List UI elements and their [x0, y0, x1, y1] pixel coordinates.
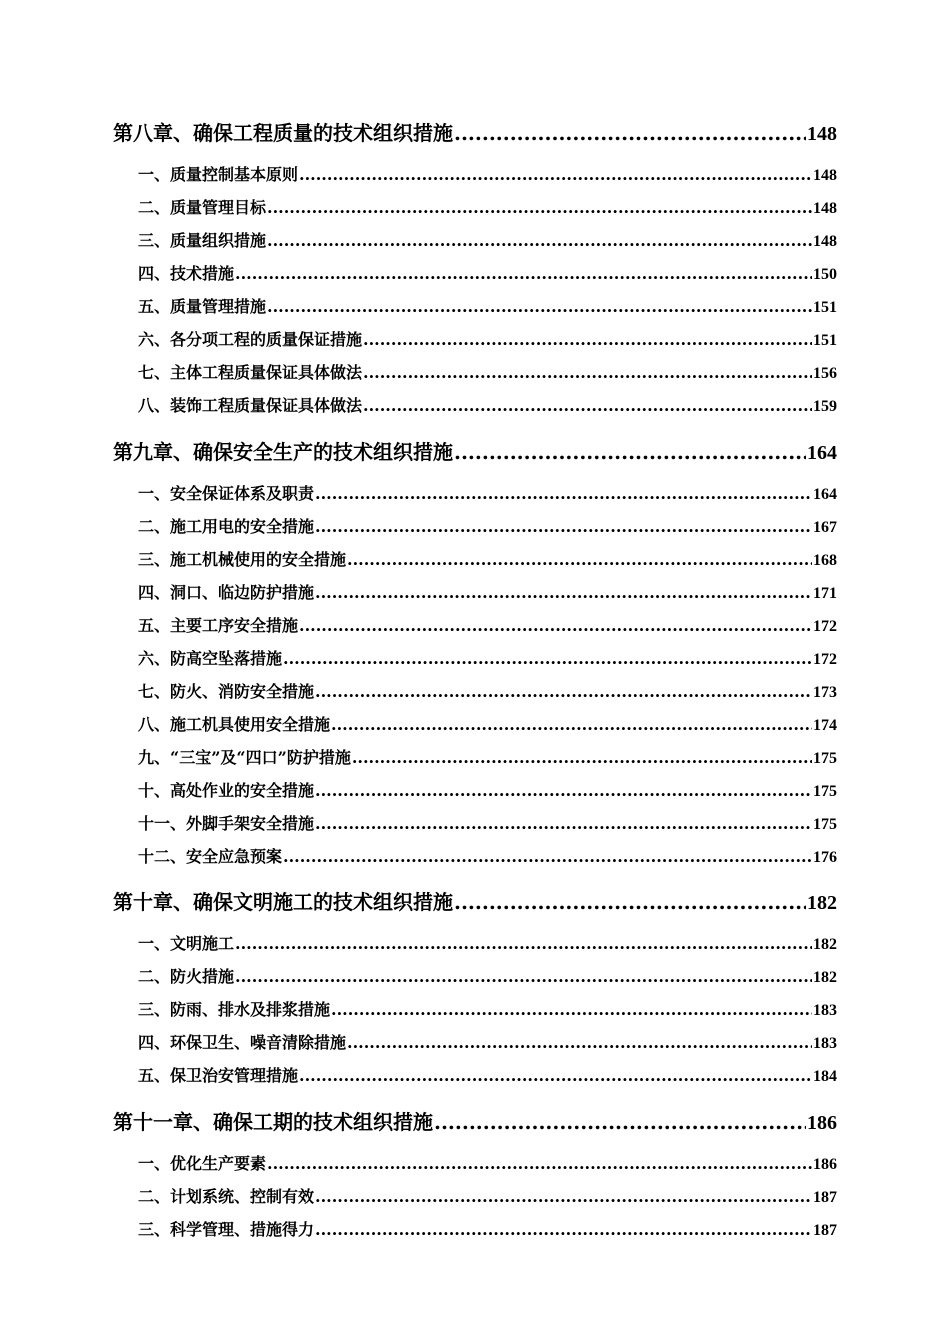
- toc-section-entry[interactable]: [138, 162, 837, 185]
- toc-dot-leader: [235, 264, 812, 283]
- toc-chapter-entry[interactable]: [113, 436, 837, 465]
- toc-section-entry[interactable]: [138, 745, 837, 768]
- toc-section-entry[interactable]: [138, 481, 837, 504]
- toc-entry-title: 三、科学管理、措施得力: [138, 1220, 315, 1239]
- toc-dot-leader: [283, 847, 812, 866]
- toc-section-entry[interactable]: [138, 1151, 837, 1174]
- toc-entry-title: 第十一章、确保工期的技术组织措施: [113, 1110, 433, 1134]
- toc-page-number: 151: [813, 332, 837, 349]
- toc-page-number: 175: [813, 816, 837, 833]
- toc-dot-leader: [315, 814, 812, 833]
- toc-section-entry[interactable]: [138, 360, 837, 383]
- toc-page-number: 151: [813, 299, 837, 316]
- toc-section-entry[interactable]: [138, 1184, 837, 1207]
- toc-entry-title: 十一、外脚手架安全措施: [138, 814, 315, 833]
- toc-page-number: 168: [813, 552, 837, 569]
- toc-dot-leader: [352, 748, 812, 767]
- toc-dot-leader: [235, 934, 812, 953]
- toc-entry-title: 五、质量管理措施: [138, 297, 267, 316]
- toc-page-number: 175: [813, 750, 837, 767]
- toc-entry-title: 二、计划系统、控制有效: [138, 1187, 315, 1206]
- toc-dot-leader: [363, 330, 812, 349]
- toc-dot-leader: [299, 1066, 812, 1085]
- toc-entry-title: 五、主要工序安全措施: [138, 616, 299, 635]
- toc-page-number: 159: [813, 398, 837, 415]
- toc-section-entry[interactable]: [138, 580, 837, 603]
- toc-entry-title: 八、施工机具使用安全措施: [138, 715, 331, 734]
- toc-page-number: 182: [813, 969, 837, 986]
- toc-entry-title: 一、安全保证体系及职责: [138, 484, 315, 503]
- toc-entry-title: 九、“三宝”及“四口”防护措施: [138, 748, 351, 767]
- toc-page-number: 148: [813, 200, 837, 217]
- toc-entry-title: 五、保卫治安管理措施: [138, 1066, 299, 1085]
- toc-section-entry[interactable]: [138, 261, 837, 284]
- toc-section-entry[interactable]: [138, 393, 837, 416]
- toc-dot-leader: [315, 517, 812, 536]
- toc-chapter-entry[interactable]: [113, 117, 837, 146]
- toc-page-number: 172: [813, 618, 837, 635]
- toc-dot-leader: [235, 967, 812, 986]
- toc-page-number: 183: [813, 1002, 837, 1019]
- toc-section-entry[interactable]: [138, 778, 837, 801]
- toc-dot-leader: [331, 1000, 812, 1019]
- toc-chapter-entry[interactable]: [113, 1106, 837, 1135]
- toc-entry-title: 三、质量组织措施: [138, 231, 267, 250]
- toc-page-number: 186: [807, 1112, 837, 1134]
- toc-dot-leader: [363, 363, 812, 382]
- toc-entry-title: 三、施工机械使用的安全措施: [138, 550, 347, 569]
- toc-page-number: 167: [813, 519, 837, 536]
- toc-entry-title: 二、防火措施: [138, 967, 235, 986]
- toc-section-entry[interactable]: [138, 931, 837, 954]
- toc-dot-leader: [267, 231, 812, 250]
- toc-dot-leader: [315, 484, 812, 503]
- toc-dot-leader: [347, 1033, 812, 1052]
- toc-section-entry[interactable]: [138, 514, 837, 537]
- toc-entry-title: 七、防火、消防安全措施: [138, 682, 315, 701]
- toc-page-number: 148: [807, 123, 837, 145]
- toc-section-entry[interactable]: [138, 712, 837, 735]
- toc-entry-title: 二、质量管理目标: [138, 198, 267, 217]
- toc-section-entry[interactable]: [138, 327, 837, 350]
- toc-dot-leader: [299, 165, 812, 184]
- toc-page-number: 186: [813, 1156, 837, 1173]
- toc-dot-leader: [331, 715, 812, 734]
- toc-page-number: 164: [807, 442, 837, 464]
- toc-page-number: 184: [813, 1068, 837, 1085]
- toc-page-number: 182: [813, 936, 837, 953]
- toc-page-number: 183: [813, 1035, 837, 1052]
- toc-entry-title: 四、环保卫生、噪音清除措施: [138, 1033, 347, 1052]
- toc-section-entry[interactable]: [138, 547, 837, 570]
- toc-dot-leader: [315, 682, 812, 701]
- toc-entry-title: 七、主体工程质量保证具体做法: [138, 363, 363, 382]
- toc-dot-leader: [315, 1187, 812, 1206]
- toc-page-number: 187: [813, 1222, 837, 1239]
- toc-chapter-entry[interactable]: [113, 886, 837, 915]
- toc-page-number: 148: [813, 233, 837, 250]
- toc-entry-title: 六、防高空坠落措施: [138, 649, 283, 668]
- toc-entry-title: 第八章、确保工程质量的技术组织措施: [113, 121, 453, 145]
- toc-dot-leader: [434, 1110, 806, 1134]
- toc-entry-title: 一、质量控制基本原则: [138, 165, 299, 184]
- toc-page-number: 176: [813, 849, 837, 866]
- toc-section-entry[interactable]: [138, 844, 837, 867]
- toc-page-number: 173: [813, 684, 837, 701]
- toc-entry-title: 六、各分项工程的质量保证措施: [138, 330, 363, 349]
- toc-dot-leader: [267, 198, 812, 217]
- toc-entry-title: 第十章、确保文明施工的技术组织措施: [113, 890, 453, 914]
- toc-dot-leader: [299, 616, 812, 635]
- toc-section-entry[interactable]: [138, 294, 837, 317]
- toc-page-number: 175: [813, 783, 837, 800]
- toc-section-entry[interactable]: [138, 228, 837, 251]
- toc-entry-title: 四、洞口、临边防护措施: [138, 583, 315, 602]
- toc-entry-title: 一、优化生产要素: [138, 1154, 267, 1173]
- toc-entry-title: 八、装饰工程质量保证具体做法: [138, 396, 363, 415]
- toc-page-number: 148: [813, 167, 837, 184]
- toc-page-number: 156: [813, 365, 837, 382]
- toc-dot-leader: [283, 649, 812, 668]
- toc-page-number: 172: [813, 651, 837, 668]
- toc-entry-title: 一、文明施工: [138, 934, 235, 953]
- toc-dot-leader: [315, 583, 812, 602]
- toc-entry-title: 第九章、确保安全生产的技术组织措施: [113, 440, 453, 464]
- toc-section-entry[interactable]: [138, 1030, 837, 1053]
- toc-dot-leader: [347, 550, 812, 569]
- toc-dot-leader: [267, 297, 812, 316]
- toc-page-number: 174: [813, 717, 837, 734]
- toc-section-entry[interactable]: [138, 997, 837, 1020]
- toc-entry-title: 三、防雨、排水及排浆措施: [138, 1000, 331, 1019]
- toc-entry-title: 十二、安全应急预案: [138, 847, 283, 866]
- toc-dot-leader: [454, 440, 806, 464]
- toc-page-number: 171: [813, 585, 837, 602]
- toc-entry-title: 二、施工用电的安全措施: [138, 517, 315, 536]
- toc-section-entry[interactable]: [138, 195, 837, 218]
- toc-section-entry[interactable]: [138, 964, 837, 987]
- toc-section-entry[interactable]: [138, 1063, 837, 1086]
- toc-dot-leader: [267, 1154, 812, 1173]
- toc-dot-leader: [315, 781, 812, 800]
- toc-entry-title: 四、技术措施: [138, 264, 235, 283]
- toc-entry-title: 十、高处作业的安全措施: [138, 781, 315, 800]
- toc-section-entry[interactable]: [138, 1217, 837, 1240]
- toc-dot-leader: [315, 1220, 812, 1239]
- toc-dot-leader: [363, 396, 812, 415]
- toc-dot-leader: [454, 890, 806, 914]
- toc-dot-leader: [454, 121, 806, 145]
- toc-page-number: 150: [813, 266, 837, 283]
- toc-page-number: 187: [813, 1189, 837, 1206]
- toc-section-entry[interactable]: [138, 646, 837, 669]
- toc-section-entry[interactable]: [138, 679, 837, 702]
- toc-section-entry[interactable]: [138, 613, 837, 636]
- toc-page-number: 164: [813, 486, 837, 503]
- toc-section-entry[interactable]: [138, 811, 837, 834]
- toc-page-number: 182: [807, 892, 837, 914]
